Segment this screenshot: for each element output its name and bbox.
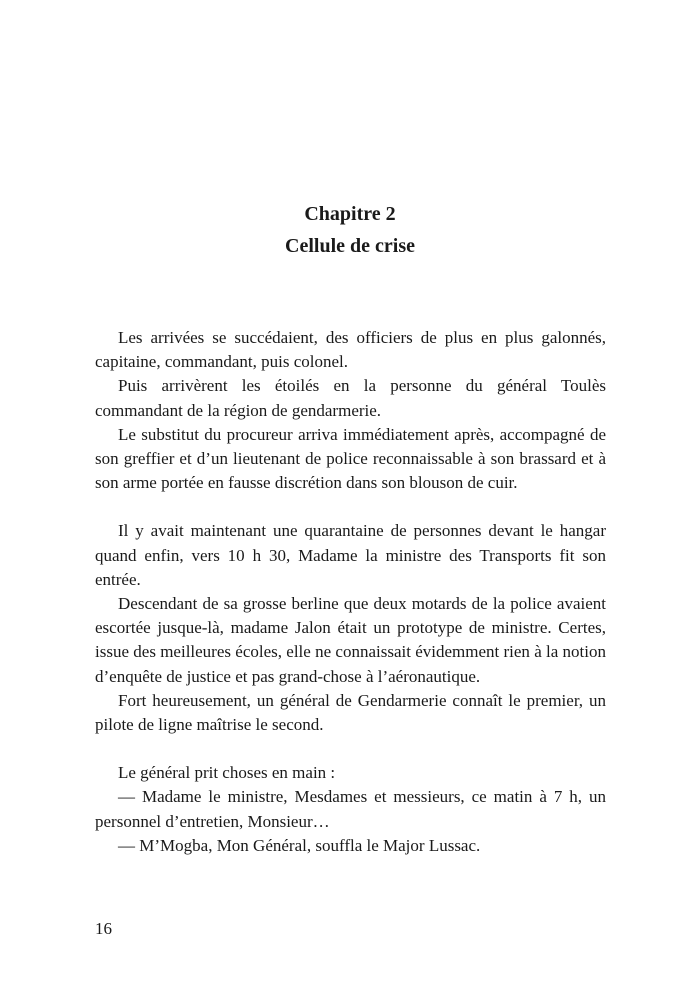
paragraph: Descendant de sa grosse berline que deux motards de la police avaient escortée jusque-là, madame Jalon était un prototype de ministre. Certes, issue des meilleures écoles, elle ne connaissait évidemment rien à la notion d’enquête de justice et pas grand-chose à l’aéronautique. [95,594,606,686]
paragraph: Le général prit choses en main : [118,763,336,783]
dialogue-line: — M’Mogba, Mon Général, souffla le Major Lussac. [118,835,481,855]
paragraph: Le substitut du procureur arriva immédiatement après, accompagné de son greffier et d’un lieutenant de police reconnaissable à son brassard et à son arme portée en fausse discrétion dans son blouson de cuir. [95,424,606,493]
paragraph: Il y avait maintenant une quarantaine de personnes devant le hangar quand enfin, vers 10 h 30, Madame la ministre des Transports fit son entrée. [95,521,606,589]
paragraph: Fort heureusement, un général de Gendarmerie connaît le premier, un pilote de ligne maîtrise le second. [95,690,606,735]
dialogue-line: — Madame le ministre, Mesdames et messieurs, ce matin à 7 h, un personnel d’entretien, Monsieur… [95,787,606,831]
section-gap [95,737,606,761]
paragraph: Les arrivées se succédaient, des officiers de plus en plus galonnés, capitaine, commandant, puis colonel. [95,328,606,372]
paragraph: Puis arrivèrent les étoilés en la personne du général Toulès commandant de la région de gendarmerie. [95,376,606,420]
body-text [95,326,606,858]
chapter-heading [0,198,700,262]
section-gap [95,495,606,519]
chapter-number: Chapitre 2 [304,203,396,225]
page-number: 16 [95,919,112,938]
chapter-title: Cellule de crise [285,235,415,257]
